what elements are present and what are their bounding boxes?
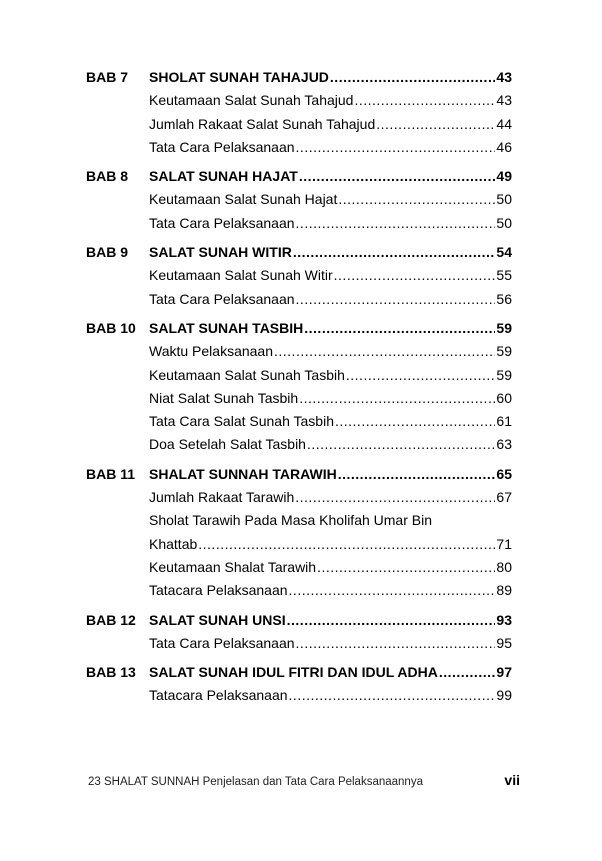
toc-entry[interactable]	[86, 556, 512, 579]
leader-dots	[335, 410, 495, 433]
toc-chapter	[86, 165, 512, 235]
footer-book-title: 23 SHALAT SUNNAH Penjelasan dan Tata Cara Pelaksanaannya	[88, 776, 423, 788]
leader-dots	[287, 609, 496, 632]
entry-title: Tatacara Pelaksanaan	[149, 582, 288, 599]
entry-title: Tata Cara Pelaksanaan	[149, 214, 295, 231]
chapter-label: BAB 9	[86, 244, 129, 261]
entry-page-number: 50	[496, 191, 512, 208]
toc-chapter	[86, 609, 512, 656]
entry-page-number: 95	[496, 634, 512, 651]
leader-dots	[274, 340, 495, 363]
chapter-page-number: 54	[496, 244, 512, 261]
toc-chapter-heading[interactable]	[86, 609, 512, 632]
entry-page-number: 46	[496, 138, 512, 155]
chapter-label: BAB 13	[86, 664, 136, 681]
leader-dots	[338, 463, 496, 486]
entry-page-number: 44	[496, 115, 512, 132]
chapter-title: SALAT SUNAH WITIR	[149, 244, 292, 261]
chapter-page-number: 97	[496, 664, 512, 681]
toc-entry[interactable]	[86, 364, 512, 387]
toc-chapter-heading[interactable]	[86, 661, 512, 684]
entry-page-number: 55	[496, 267, 512, 284]
toc-chapter-heading[interactable]	[86, 66, 512, 89]
entry-page-number: 80	[496, 558, 512, 575]
table-of-contents	[86, 66, 512, 714]
leader-dots	[296, 136, 496, 159]
entry-title: Keutamaan Salat Sunah Tahajud	[149, 92, 354, 109]
leader-dots	[304, 317, 495, 340]
toc-entry[interactable]	[86, 486, 512, 509]
chapter-page-number: 93	[496, 611, 512, 628]
entry-page-number: 67	[496, 489, 512, 506]
leader-dots	[346, 364, 496, 387]
chapter-title: SALAT SUNAH UNSI	[149, 611, 286, 628]
toc-entry[interactable]	[86, 89, 512, 112]
leader-dots	[295, 486, 495, 509]
toc-chapter-heading[interactable]	[86, 241, 512, 264]
toc-entry[interactable]	[86, 113, 512, 136]
entry-page-number: 59	[496, 343, 512, 360]
leader-dots	[296, 632, 496, 655]
entry-page-number: 56	[496, 290, 512, 307]
toc-chapter	[86, 66, 512, 159]
chapter-title: SALAT SUNAH TASBIH	[149, 319, 304, 336]
leader-dots	[296, 212, 496, 235]
leader-dots	[296, 288, 496, 311]
page-footer	[88, 772, 520, 788]
leader-dots	[317, 556, 495, 579]
chapter-title: SALAT SUNAH HAJAT	[149, 168, 298, 185]
leader-dots	[307, 433, 495, 456]
chapter-page-number: 65	[496, 465, 512, 482]
entry-page-number: 50	[496, 214, 512, 231]
chapter-page-number: 43	[496, 69, 512, 85]
chapter-label: BAB 11	[86, 465, 136, 482]
leader-dots	[198, 533, 495, 556]
entry-title: Keutamaan Shalat Tarawih	[149, 558, 317, 575]
leader-dots	[330, 66, 496, 89]
toc-entry[interactable]	[86, 264, 512, 287]
leader-dots	[289, 684, 496, 707]
chapter-title: SHALAT SUNNAH TARAWIH	[149, 465, 337, 482]
entry-title: Keutamaan Salat Sunah Tasbih	[149, 366, 345, 383]
leader-dots	[289, 579, 496, 602]
leader-dots	[299, 387, 495, 410]
chapter-label: BAB 7	[86, 69, 129, 85]
leader-dots	[338, 188, 495, 211]
entry-page-number: 43	[496, 92, 512, 109]
entry-page-number: 63	[496, 436, 512, 453]
toc-entry-title-line[interactable]: Sholat Tarawih Pada Masa Kholifah Umar Bin	[149, 512, 433, 529]
chapter-label: BAB 12	[86, 611, 136, 628]
toc-entry[interactable]	[86, 340, 512, 363]
toc-entry[interactable]	[86, 684, 512, 707]
toc-entry[interactable]	[86, 433, 512, 456]
toc-chapter	[86, 661, 512, 708]
toc-chapter-heading[interactable]	[86, 463, 512, 486]
leader-dots	[439, 661, 496, 684]
entry-title: Jumlah Rakaat Tarawih	[149, 489, 295, 506]
chapter-label: BAB 10	[86, 319, 136, 336]
chapter-title: SALAT SUNAH IDUL FITRI DAN IDUL ADHA	[149, 664, 438, 681]
toc-chapter	[86, 241, 512, 311]
chapter-label: BAB 8	[86, 168, 129, 185]
entry-page-number: 61	[496, 413, 512, 430]
entry-page-number: 60	[496, 389, 512, 406]
toc-chapter	[86, 317, 512, 457]
toc-chapter-heading[interactable]	[86, 165, 512, 188]
leader-dots	[376, 113, 495, 136]
toc-entry[interactable]	[86, 387, 512, 410]
entry-title: Tata Cara Pelaksanaan	[149, 138, 295, 155]
chapter-page-number: 49	[496, 168, 512, 185]
toc-chapter	[86, 463, 512, 603]
toc-entry[interactable]	[86, 188, 512, 211]
entry-page-number: 71	[496, 535, 512, 552]
toc-entry[interactable]	[86, 533, 512, 556]
leader-dots	[334, 264, 496, 287]
entry-page-number: 59	[496, 366, 512, 383]
entry-page-number: 89	[496, 582, 512, 599]
entry-title: Tatacara Pelaksanaan	[149, 687, 288, 704]
entry-title: Tata Cara Salat Sunah Tasbih	[149, 413, 334, 430]
entry-title: Niat Salat Sunah Tasbih	[149, 389, 299, 406]
toc-entry[interactable]	[86, 410, 512, 433]
entry-title: Jumlah Rakaat Salat Sunah Tahajud	[149, 115, 376, 132]
toc-chapter-heading[interactable]	[86, 317, 512, 340]
toc-entry[interactable]	[86, 136, 512, 159]
leader-dots	[293, 241, 496, 264]
toc-entry[interactable]	[86, 632, 512, 655]
footer-page-number: vii	[504, 772, 520, 788]
toc-entry[interactable]	[86, 579, 512, 602]
entry-title: Tata Cara Pelaksanaan	[149, 290, 295, 307]
entry-page-number: 99	[496, 687, 512, 704]
entry-title: Khattab	[149, 535, 198, 552]
toc-entry[interactable]	[86, 288, 512, 311]
toc-entry[interactable]	[86, 212, 512, 235]
entry-title: Doa Setelah Salat Tasbih	[149, 436, 306, 453]
entry-title: Keutamaan Salat Sunah Witir	[149, 267, 333, 284]
leader-dots	[299, 165, 496, 188]
entry-title: Tata Cara Pelaksanaan	[149, 634, 295, 651]
chapter-page-number: 59	[496, 319, 512, 336]
chapter-title: SHOLAT SUNAH TAHAJUD	[149, 69, 329, 85]
entry-title: Keutamaan Salat Sunah Hajat	[149, 191, 338, 208]
leader-dots	[354, 89, 495, 112]
entry-title: Waktu Pelaksanaan	[149, 343, 273, 360]
